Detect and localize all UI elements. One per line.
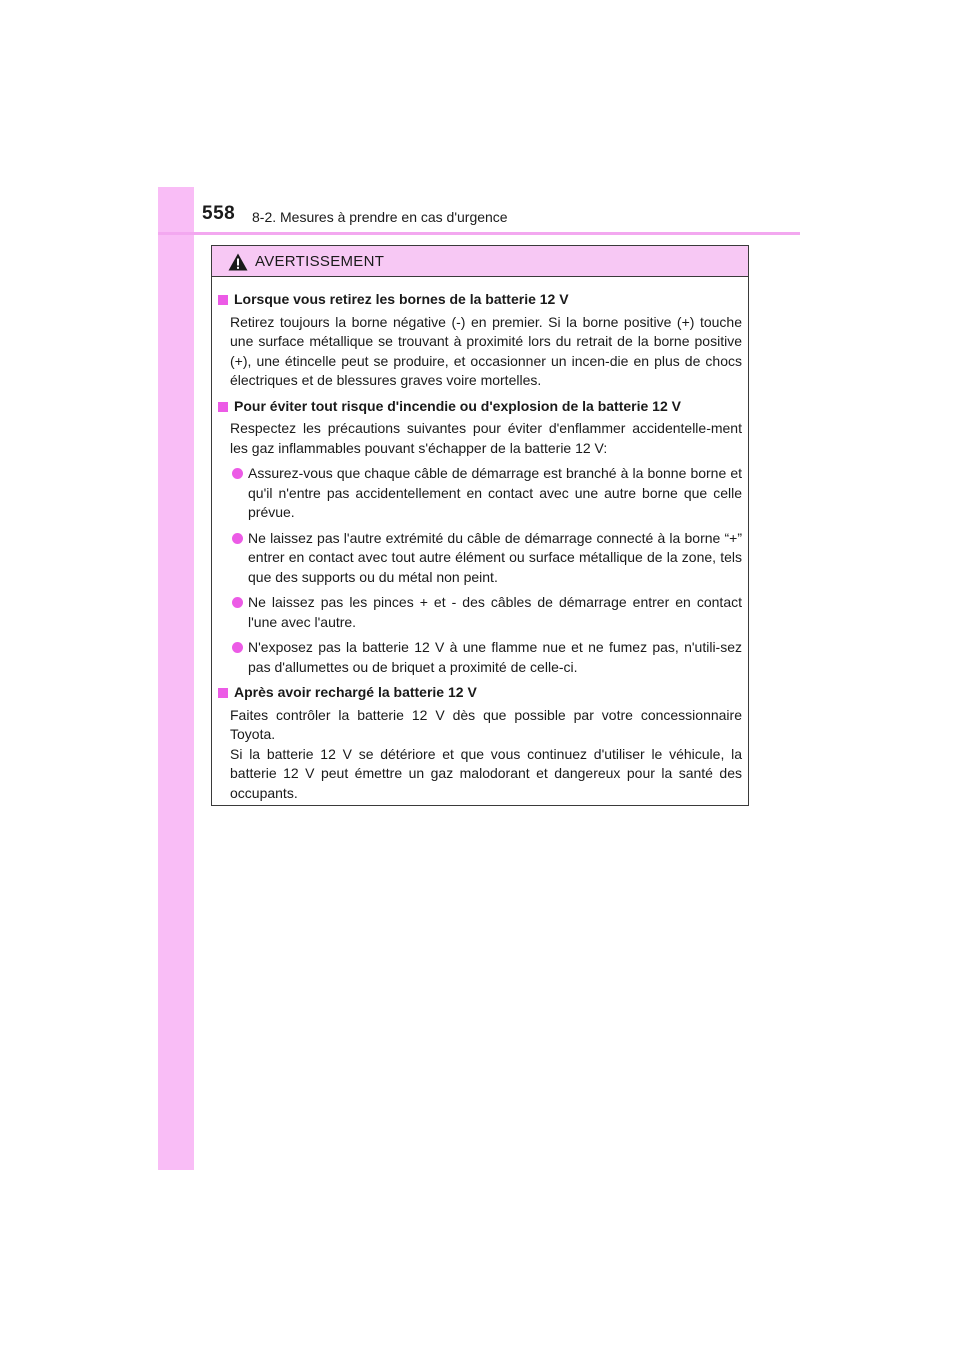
warning-triangle-icon bbox=[228, 253, 248, 271]
section-title: 8-2. Mesures à prendre en cas d'urgence bbox=[252, 209, 508, 225]
section-heading: Après avoir rechargé la batterie 12 V bbox=[218, 683, 742, 703]
section-heading: Lorsque vous retirez les bornes de la batterie 12 V bbox=[218, 290, 742, 310]
header-rule bbox=[158, 232, 800, 235]
pink-dot-icon bbox=[232, 533, 243, 544]
warning-title: AVERTISSEMENT bbox=[255, 253, 385, 270]
page-number: 558 bbox=[202, 203, 236, 224]
list-item: N'exposez pas la batterie 12 V à une flamme nue et ne fumez pas, n'utili-sez pas d'allumettes ou de briquet a proximité de celle-ci. bbox=[218, 638, 742, 677]
paragraph: Retirez toujours la borne négative (-) en premier. Si la borne positive (+) touche une surface métallique se trouvant à proximité lors du retrait de la borne positive (+), une étincelle peut se produire, et occasionner un incen-die en plus de chocs électriques et de blessures graves voire mortelles. bbox=[230, 313, 742, 388]
side-band bbox=[158, 187, 194, 1170]
warning-box bbox=[211, 245, 749, 806]
pink-square-icon bbox=[218, 402, 228, 412]
pink-dot-icon bbox=[232, 468, 243, 479]
warning-header bbox=[212, 246, 748, 277]
pink-square-icon bbox=[218, 688, 228, 698]
list-item: Ne laissez pas l'autre extrémité du câble de démarrage connecté à la borne “+” entrer en contact avec tout autre élément ou surface métallique de la zone, tels que des supports ou du métal non peint. bbox=[218, 529, 742, 588]
paragraph: Respectez les précautions suivantes pour éviter d'enflammer accidentelle-ment les gaz inflammables pouvant s'échapper de la batterie 12 V: bbox=[230, 420, 742, 456]
list-item: Ne laissez pas les pinces + et - des câbles de démarrage entrer en contact l'une avec l'autre. bbox=[218, 593, 742, 632]
pink-dot-icon bbox=[232, 642, 243, 653]
paragraph: Faites contrôler la batterie 12 V dès que possible par votre concessionnaire Toyota. Si la batterie 12 V se détériore et que vous continuez d'utiliser le véhicule, la batterie 12 V peut émettre un gaz malodorant et dangereux pour la santé des occupants. bbox=[230, 706, 742, 801]
list-item: Assurez-vous que chaque câble de démarrage est branché à la bonne borne et qu'il n'entre pas accidentellement en contact avec une autre borne que celle prévue. bbox=[218, 464, 742, 523]
warning-content bbox=[212, 277, 748, 803]
section-heading: Pour éviter tout risque d'incendie ou d'explosion de la batterie 12 V bbox=[218, 397, 742, 417]
pink-square-icon bbox=[218, 295, 228, 305]
pink-dot-icon bbox=[232, 597, 243, 608]
